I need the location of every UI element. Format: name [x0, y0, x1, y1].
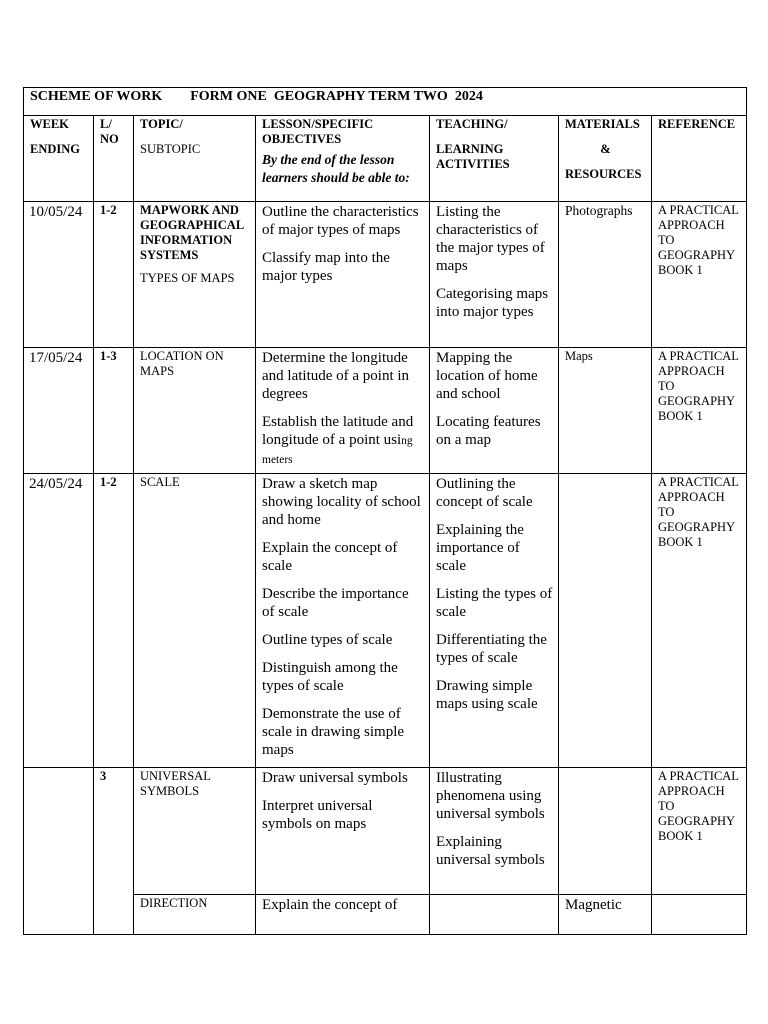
objective-item [262, 413, 424, 469]
objectives-cell [256, 348, 430, 474]
header-learning-label: LEARNING ACTIVITIES [436, 142, 510, 171]
header-resources-label: RESOURCES [565, 167, 642, 181]
lesson-number-cell: 3 [94, 768, 134, 935]
week-ending-cell: 10/05/24 [24, 202, 94, 348]
lesson-number-cell: 1-2 [94, 474, 134, 768]
topic-cell: DIRECTION [134, 895, 256, 935]
header-week-label: WEEK [30, 117, 69, 131]
activity-item: Listing the characteristics of the major types of maps [436, 204, 545, 274]
lesson-number-cell: 1-3 [94, 348, 134, 474]
week-ending-cell: 24/05/24 [24, 474, 94, 768]
reference-cell: A PRACTICAL APPROACH TO GEOGRAPHY BOOK 1 [652, 202, 747, 348]
activities-cell [430, 202, 559, 348]
objective-item: Determine the longitude and latitude of a point in degrees [262, 350, 410, 402]
materials-cell: Magnetic [559, 895, 652, 935]
objective-item: Explain the concept of scale [262, 540, 398, 574]
header-reference: REFERENCE [652, 116, 747, 202]
activity-item: Explaining the importance of scale [436, 522, 524, 574]
activity-item: Outlining the concept of scale [436, 476, 533, 510]
materials-cell [559, 768, 652, 895]
activity-item: Differentiating the types of scale [436, 632, 547, 666]
objective-item: Describe the importance of scale [262, 586, 409, 620]
objective-item: Classify map into the major types [262, 250, 390, 284]
reference-cell: A PRACTICAL APPROACH TO GEOGRAPHY BOOK 1 [652, 348, 747, 474]
objective-item: Interpret universal symbols on maps [262, 798, 373, 832]
activity-item: Drawing simple maps using scale [436, 678, 538, 712]
header-ending-label: ENDING [30, 142, 81, 156]
topic-text: MAPWORK AND GEOGRAPHICAL INFORMATION SYSTEMS [140, 203, 244, 262]
header-topic-label: TOPIC/ [140, 117, 183, 131]
topic-cell: SCALE [134, 474, 256, 768]
activities-cell [430, 895, 559, 935]
table-row [24, 474, 747, 768]
objective-text: Establish the latitude and longitude of a point usi [262, 414, 414, 448]
activity-item: Listing the types of scale [436, 586, 553, 620]
objective-item: Outline the characteristics of major types of maps [262, 204, 419, 238]
activity-item: Explaining universal symbols [436, 834, 545, 868]
header-ampersand: & [600, 142, 611, 156]
activity-item: Mapping the location of home and school [436, 350, 538, 402]
header-lesson-objectives [256, 116, 430, 202]
activities-cell [430, 474, 559, 768]
header-materials-label: MATERIALS [565, 117, 640, 131]
lesson-number-cell: 1-2 [94, 202, 134, 348]
topic-cell: UNIVERSAL SYMBOLS [134, 768, 256, 895]
header-teaching-label: TEACHING/ [436, 117, 508, 131]
activity-item: Illustrating phenomena using universal symbols [436, 770, 545, 822]
reference-cell: A PRACTICAL APPROACH TO GEOGRAPHY BOOK 1 [652, 768, 747, 895]
reference-cell: A PRACTICAL APPROACH TO GEOGRAPHY BOOK 1 [652, 474, 747, 768]
scheme-of-work-document [23, 87, 746, 935]
materials-cell: Maps [559, 348, 652, 474]
materials-cell: Photographs [559, 202, 652, 348]
materials-cell [559, 474, 652, 768]
objectives-cell [256, 895, 430, 935]
table-row [24, 768, 747, 895]
objective-text-small: ng meters [262, 435, 413, 466]
activities-cell [430, 348, 559, 474]
header-materials [559, 116, 652, 202]
week-ending-cell [24, 768, 94, 935]
header-lesson-number: L/ NO [94, 116, 134, 202]
activities-cell [430, 768, 559, 895]
subtopic-text: TYPES OF MAPS [140, 271, 235, 285]
objective-item: Demonstrate the use of scale in drawing simple maps [262, 706, 405, 758]
table-row [24, 202, 747, 348]
activity-item: Locating features on a map [436, 414, 541, 448]
document-title: SCHEME OF WORK FORM ONE GEOGRAPHY TERM TWO 2024 [24, 88, 747, 116]
objective-item: Draw universal symbols [262, 770, 408, 786]
objectives-cell [256, 768, 430, 895]
week-ending-cell: 17/05/24 [24, 348, 94, 474]
objective-item: Explain the concept of [262, 897, 398, 913]
header-teaching-activities [430, 116, 559, 202]
reference-cell [652, 895, 747, 935]
header-lesson-label: LESSON/SPECIFIC OBJECTIVES [262, 117, 374, 146]
header-subtopic-label: SUBTOPIC [140, 142, 201, 156]
title-row [24, 88, 747, 116]
objectives-cell [256, 202, 430, 348]
objective-item: Draw a sketch map showing locality of school and home [262, 476, 421, 528]
header-topic [134, 116, 256, 202]
header-row [24, 116, 747, 202]
objective-item: Distinguish among the types of scale [262, 660, 398, 694]
topic-cell [134, 202, 256, 348]
activity-item: Categorising maps into major types [436, 286, 549, 320]
header-week-ending [24, 116, 94, 202]
objective-item: Outline types of scale [262, 632, 393, 648]
scheme-table [23, 87, 747, 935]
header-lesson-note: By the end of the lesson learners should be able to: [262, 152, 410, 185]
topic-cell: LOCATION ON MAPS [134, 348, 256, 474]
table-row [24, 348, 747, 474]
objectives-cell [256, 474, 430, 768]
